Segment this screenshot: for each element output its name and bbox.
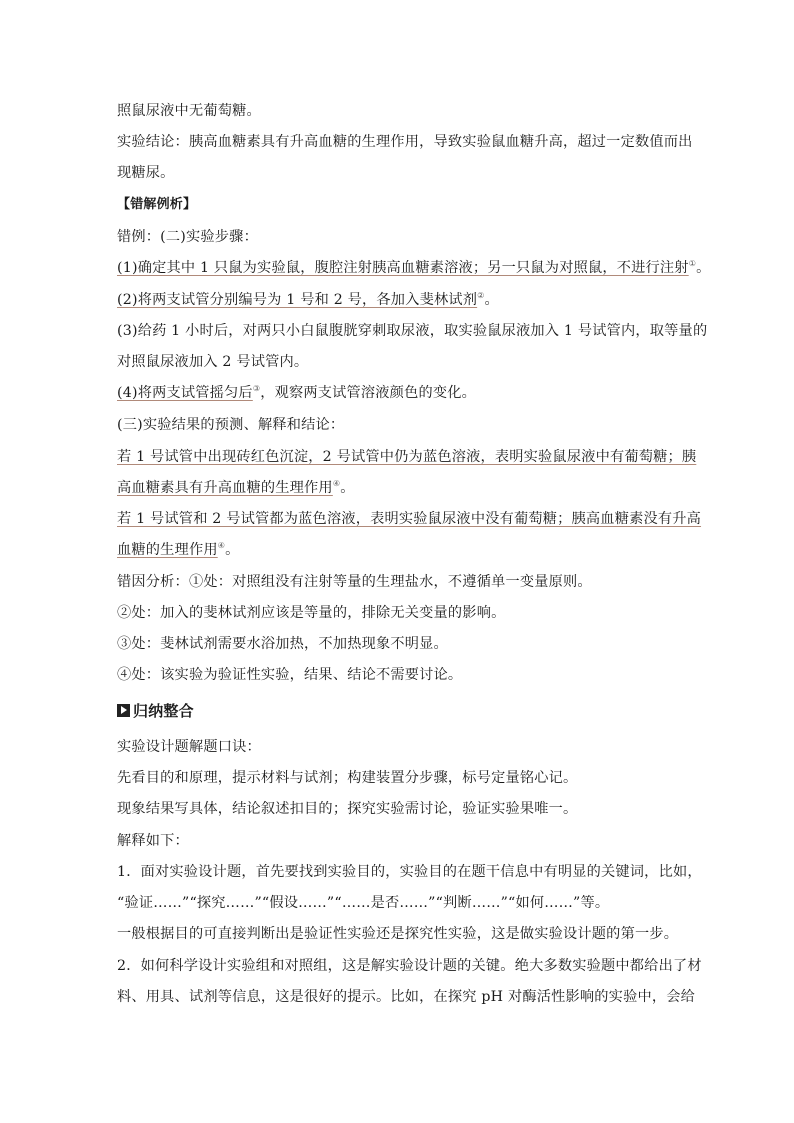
text-line: 高血糖素具有升高血糖的生理作用④。 <box>117 479 355 496</box>
text-line: (1)确定其中 1 只鼠为实验鼠，腹腔注射胰高血糖素溶液；另一只鼠为对照鼠，不进行注射①。 <box>117 259 711 276</box>
text-line: 1．面对实验设计题，首先要找到实验目的，实验目的在题干信息中有明显的关键词，比如， <box>117 864 702 880</box>
text-line: ④处：该实验为验证性实验，结果、结论不需要讨论。 <box>117 667 463 683</box>
text-line: 现糖尿。 <box>117 165 175 181</box>
text-line: 血糖的生理作用④。 <box>117 541 240 558</box>
play-icon <box>117 704 130 717</box>
text-line: 实验设计题解题口诀： <box>117 739 261 755</box>
text-line: “验证……”“探究……”“假设……”“……是否……”“判断……”“如何……”等。 <box>117 895 610 911</box>
text-line: 解释如下： <box>117 833 189 849</box>
text-line: (3)给药 1 小时后，对两只小白鼠腹胱穿刺取尿液，取实验鼠尿液加入 1 号试管内，取等量的 <box>117 323 708 339</box>
text-line: 若 1 号试管中出现砖红色沉淀，2 号试管中仍为蓝色溶液，表明实验鼠尿液中有葡萄糖；胰 <box>117 449 697 465</box>
section-heading: 归纳整合 <box>117 701 194 721</box>
text-line: 2．如何科学设计实验组和对照组，这是解实验设计题的关键。绝大多数实验题中都给出了材 <box>117 958 702 974</box>
text-line: 现象结果写具体，结论叙述扣目的；探究实验需讨论，验证实验果唯一。 <box>117 801 578 817</box>
text-line: (2)将两支试管分别编号为 1 号和 2 号，各加入斐林试剂②。 <box>117 291 499 308</box>
text-line: 先看目的和原理，提示材料与试剂；构建装置分步骤，标号定量铭心记。 <box>117 770 578 786</box>
text-line: 对照鼠尿液加入 2 号试管内。 <box>117 354 309 370</box>
text-line: 照鼠尿液中无葡萄糖。 <box>117 103 261 119</box>
text-line: ③处：斐林试剂需要水浴加热，不加热现象不明显。 <box>117 636 448 652</box>
text-line: 错因分析：①处：对照组没有注射等量的生理盐水，不遵循单一变量原则。 <box>117 574 592 590</box>
text-line: ②处：加入的斐林试剂应该是等量的，排除无关变量的影响。 <box>117 605 506 621</box>
text-line: 一般根据目的可直接判断出是验证性实验还是探究性实验，这是做实验设计题的第一步。 <box>117 926 679 942</box>
section-heading: 【错解例析】 <box>117 197 197 212</box>
text-line: (4)将两支试管摇匀后③，观察两支试管溶液颜色的变化。 <box>117 384 477 401</box>
text-line: 错例：(二)实验步骤： <box>117 229 258 245</box>
text-line: 料、用具、试剂等信息，这是很好的提示。比如，在探究 pH 对酶活性影响的实验中，会给 <box>117 989 696 1005</box>
text-line: 若 1 号试管和 2 号试管都为蓝色溶液，表明实验鼠尿液中没有葡萄糖；胰高血糖素没有升高 <box>117 511 702 527</box>
text-line: (三)实验结果的预测、解释和结论： <box>117 417 345 433</box>
text-line: 实验结论：胰高血糖素具有升高血糖的生理作用，导致实验鼠血糖升高，超过一定数值而出 <box>117 134 693 150</box>
